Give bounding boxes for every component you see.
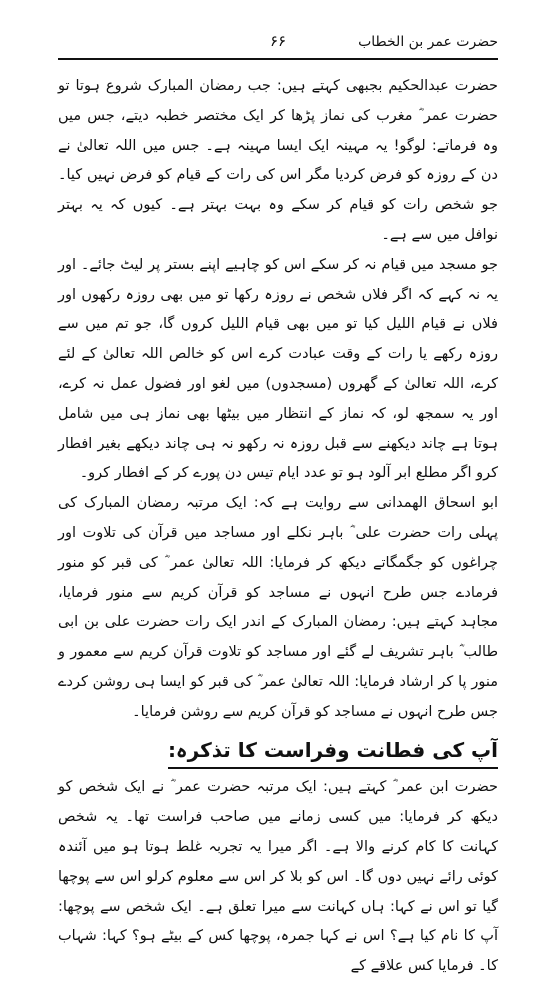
- page-number: ۶۶: [269, 32, 287, 50]
- book-page: [58, 28, 498, 975]
- paragraph: حضرت ابن عمر ؓ کہتے ہیں: ایک مرتبہ حضرت عمر ؓ نے ایک شخص کو دیکھ کر فرمایا: میں کسی زمانے میں صاحب فراست تھا۔ یہ شخص کہانت کا کام کرنے والا ہے۔ اگر میرا یہ تجربہ غلط ہوتا ہو میں آئندہ کوئی رائے نہیں دوں گا۔ اس کو بلا کر اس سے معلوم کرلو اس سے پوچھا گیا تو اس نے کہا: ہاں کہانت سے میرا تعلق ہے۔ ایک شخص سے پوچھا: آپ کا نام کیا ہے؟ اس نے کہا جمرہ، پوچھا کس کے بیٹے ہو؟ کہا: شہاب کا۔ فرمایا کس علاقے کے: [58, 779, 498, 975]
- section-heading: آپ کی فطانت وفراست کا تذکرہ:: [168, 736, 498, 770]
- header-divider: [58, 58, 498, 60]
- paragraph: حضرت عبدالحکیم بجبھی کہتے ہیں: جب رمضان المبارک شروع ہوتا تو حضرت عمر ؓ مغرب کی نماز پڑھا کر ایک مختصر خطبہ دیتے، جس میں وہ فرماتے: لوگو! یہ مہینہ ایک ایسا مہینہ ہے۔ جس میں اللہ تعالیٰ نے دن کے روزہ کو فرض کردیا مگر اس کی رات کے قیام کو فرض نہیں کیا۔ جو شخص رات کو قیام کر سکے وہ بہت بہتر ہے۔ کیوں کہ یہ بہتر نوافل میں سے ہے۔: [58, 78, 498, 243]
- paragraph: ابو اسحاق الھمدانی سے روایت ہے کہ: ایک مرتبہ رمضان المبارک کی پہلی رات حضرت علی ؓ باہر نکلے اور مساجد میں قرآن کی تلاوت اور چراغوں کو جگمگاتے دیکھ کر فرمایا: اللہ تعالیٰ عمر ؓ کی قبر کو منور فرمادے جس طرح انہوں نے مساجد کو قرآن کریم سے منور فرمایا، مجاہد کہتے ہیں: رمضان المبارک کے اندر ایک رات حضرت علی بن ابی طالب ؓ باہر تشریف لے گئے اور مساجد کو تلاوت قرآن کریم سے معمور و منور پا کر ارشاد فرمایا: اللہ تعالیٰ عمر ؓ کی قبر کو ایسا ہی روشن کردے جس طرح انہوں نے مساجد کو قرآن کریم سے روشن فرمایا۔: [58, 495, 498, 720]
- main-text: [58, 72, 498, 982]
- running-title: حضرت عمر بن الخطاب: [358, 34, 498, 50]
- page-header: [58, 28, 498, 58]
- section-heading-wrap: [58, 728, 498, 774]
- paragraph: جو مسجد میں قیام نہ کر سکے اس کو چاہیے اپنے بستر پر لیٹ جائے۔ اور یہ نہ کہے کہ اگر فلاں شخص نے روزہ رکھا تو میں بھی روزہ رکھوں اور فلاں نے قیام اللیل کیا تو میں بھی قیام اللیل کروں گا، جو تم میں سے روزہ رکھے یا رات کے وقت عبادت کرے اس کو خالص اللہ تعالیٰ کے لئے کرے، اللہ تعالیٰ کے گھروں (مسجدوں) میں لغو اور فضول عمل نہ کرے، اور یہ سمجھ لو، کہ نماز کے انتظار میں بیٹھا بھی نماز ہی میں شامل ہوتا ہے چاند دیکھنے سے قبل روزہ نہ رکھو نہ ہی چاند دیکھے بغیر افطار کرو اگر مطلع ابر آلود ہو تو عدد ایام تیس دن پورے کر کے افطار کرو۔: [58, 256, 498, 482]
